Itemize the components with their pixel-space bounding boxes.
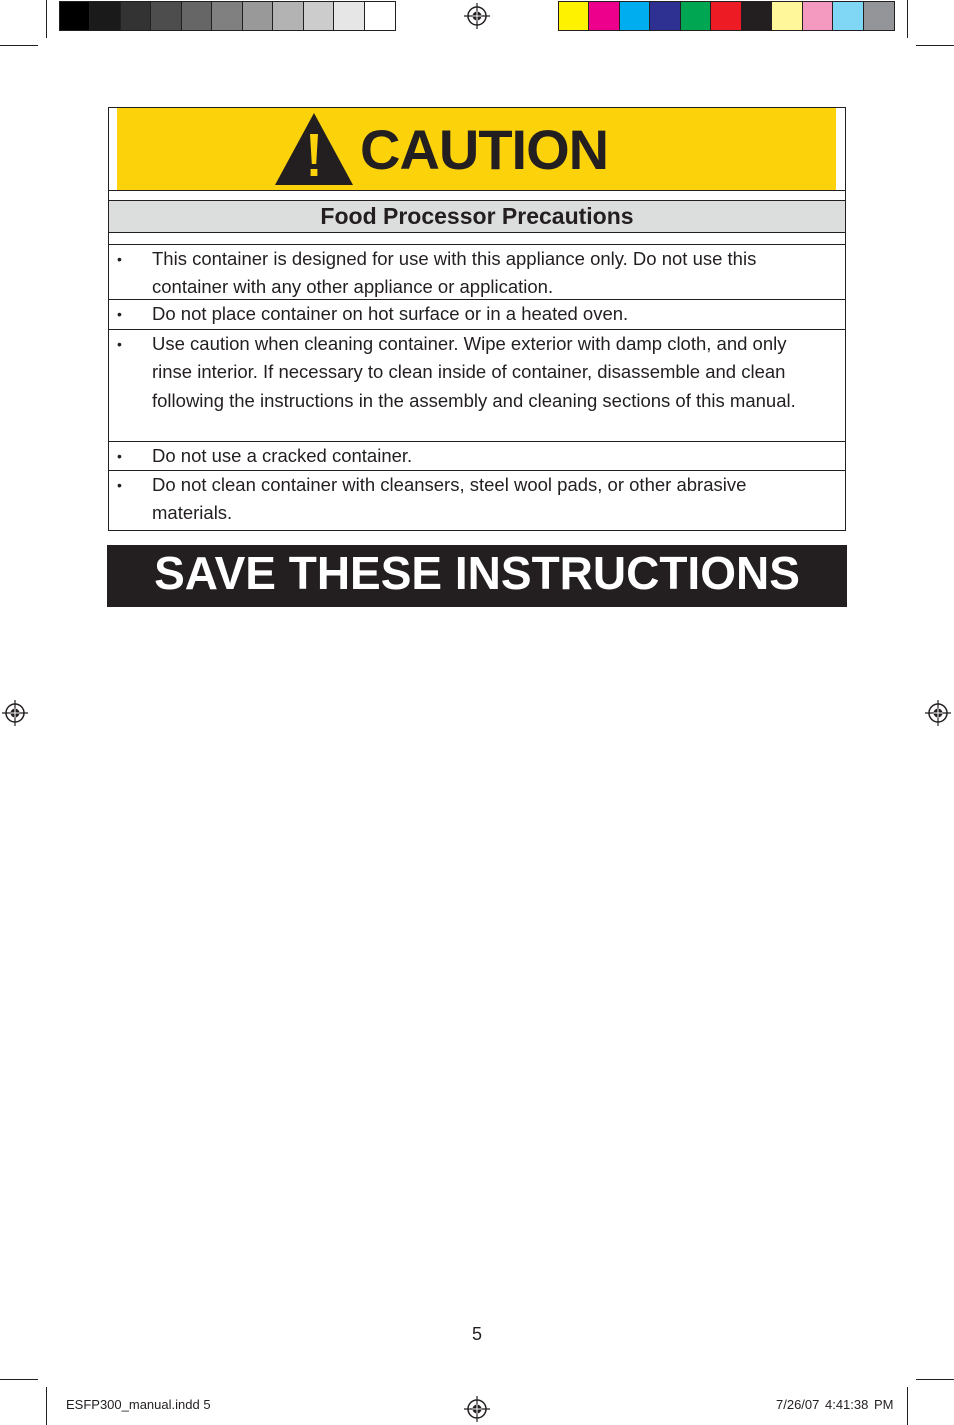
color-swatch (60, 2, 90, 30)
precaution-item (109, 471, 845, 529)
crosshair-registration-icon (464, 1396, 490, 1422)
color-swatch (833, 2, 863, 30)
caution-title: CAUTION (360, 118, 609, 181)
crop-mark (907, 1387, 908, 1425)
bullet: • (117, 336, 122, 352)
crop-mark (907, 0, 908, 38)
color-swatch (365, 2, 395, 30)
bullet: • (117, 477, 122, 493)
color-swatch (772, 2, 802, 30)
divider (109, 190, 845, 191)
color-swatch (620, 2, 650, 30)
color-swatch (711, 2, 741, 30)
bullet: • (117, 251, 122, 267)
color-swatch (559, 2, 589, 30)
crop-mark (0, 1379, 38, 1380)
color-swatch (681, 2, 711, 30)
precaution-item (109, 300, 845, 330)
precautions-heading: Food Processor Precautions (108, 200, 846, 233)
bullet: • (117, 448, 122, 464)
color-swatch (304, 2, 334, 30)
crosshair-registration-icon (925, 700, 951, 726)
process-color-bar (558, 1, 895, 31)
precaution-text: Use caution when cleaning container. Wipe exterior with damp cloth, and only rinse interior. If necessary to clean inside of container, disassemble and clean following the instructions in the assembly and cleaning sections of this manual. (152, 333, 796, 411)
color-swatch (243, 2, 273, 30)
color-swatch (90, 2, 120, 30)
caution-header-band (117, 108, 836, 190)
color-swatch (864, 2, 894, 30)
footer-filename: ESFP300_manual.indd 5 (66, 1397, 211, 1412)
crosshair-registration-icon (464, 3, 490, 29)
grayscale-color-bar (59, 1, 396, 31)
save-instructions-banner: SAVE THESE INSTRUCTIONS (107, 545, 847, 607)
precaution-item (109, 330, 845, 442)
caution-box (108, 107, 846, 531)
bullet: • (117, 306, 122, 322)
precaution-text: Do not clean container with cleansers, steel wool pads, or other abrasive materials. (152, 474, 747, 524)
precaution-text: This container is designed for use with this appliance only. Do not use this container with any other appliance or application. (152, 248, 757, 298)
precaution-text: Do not use a cracked container. (152, 445, 413, 466)
crop-mark (0, 45, 38, 46)
crop-mark (916, 1379, 954, 1380)
color-swatch (650, 2, 680, 30)
crosshair-registration-icon (2, 700, 28, 726)
page-number: 5 (471, 1324, 482, 1344)
footer-timestamp: 7/26/07 4:41:38 PM (776, 1397, 894, 1412)
exclamation-triangle-icon (274, 112, 354, 186)
crop-mark (916, 45, 954, 46)
color-swatch (151, 2, 181, 30)
color-swatch (803, 2, 833, 30)
color-swatch (742, 2, 772, 30)
color-swatch (212, 2, 242, 30)
crop-mark (46, 1387, 47, 1425)
precaution-text: Do not place container on hot surface or in a heated oven. (152, 303, 629, 324)
precaution-item (109, 442, 845, 471)
color-swatch (273, 2, 303, 30)
color-swatch (589, 2, 619, 30)
crop-mark (46, 0, 47, 38)
color-swatch (334, 2, 364, 30)
color-swatch (121, 2, 151, 30)
precaution-item (109, 245, 845, 300)
color-swatch (182, 2, 212, 30)
